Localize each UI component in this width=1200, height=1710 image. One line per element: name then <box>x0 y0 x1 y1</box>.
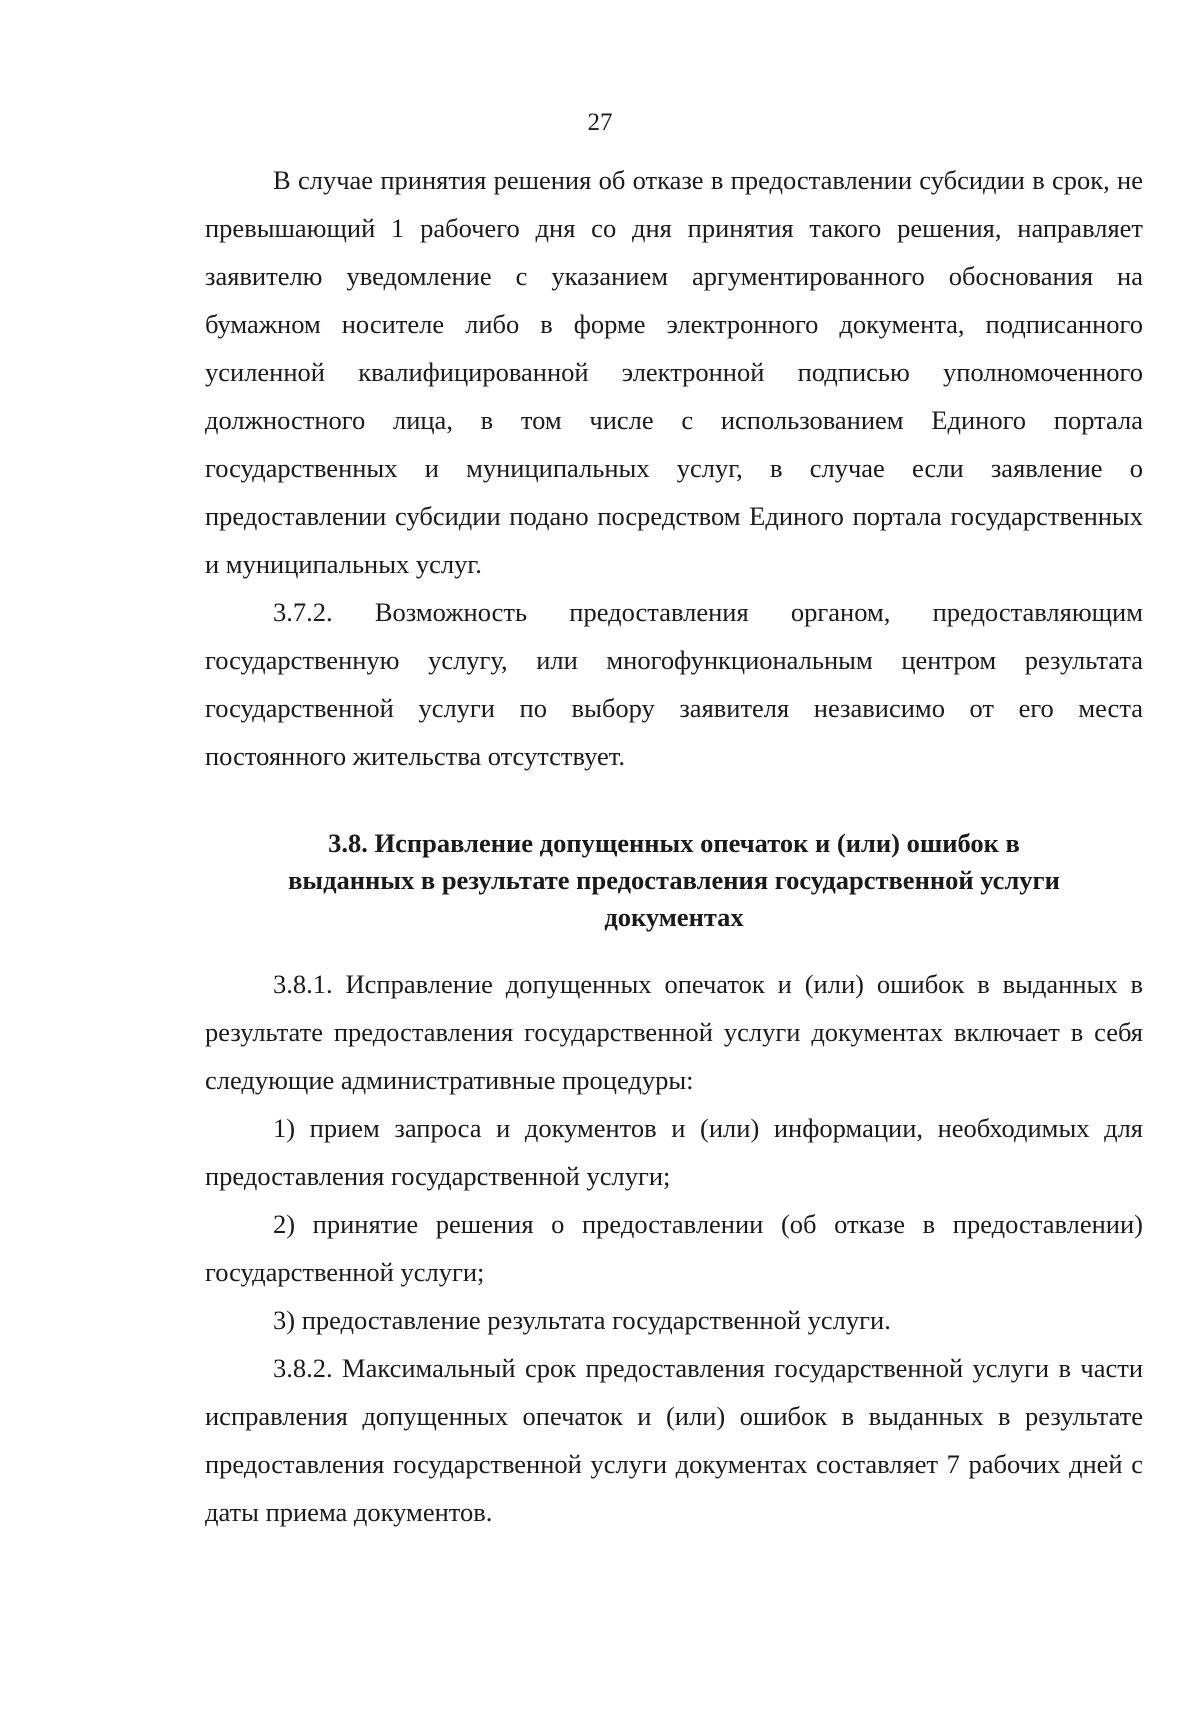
paragraph-3-8-1: 3.8.1. Исправление допущенных опечаток и (или) ошибок в выданных в результате предоставления государственной услуги документах включает в себя следующие административные процедуры: <box>205 969 1143 1095</box>
paragraph-3-8-2: 3.8.2. Максимальный срок предоставления государственной услуги в части исправления допущенных опечаток и (или) ошибок в выданных в результате предоставления государственной услуги документах составляет 7 рабочих дней с даты приема документов. <box>205 1353 1143 1527</box>
page-number: 27 <box>587 109 613 136</box>
paragraph-refusal-notice: В случае принятия решения об отказе в предоставлении субсидии в срок, не превышающий 1 рабочего дня со дня принятия такого решения, направляет заявителю уведомление с указанием аргументированного обоснования на бумажном носителе либо в форме электронного документа, подписанного усиленной квалифицированной электронной подписью уполномоченного должностного лица, в том числе с использованием Единого портала государственных и муниципальных услуг, в случае если заявление о предоставлении субсидии подано посредством Единого портала государственных и муниципальных услуг. <box>205 165 1143 579</box>
heading-line: документах <box>604 902 744 932</box>
heading-line: 3.8. Исправление допущенных опечаток и (или) ошибок в <box>328 828 1020 858</box>
list-item-1: 1) прием запроса и документов и (или) информации, необходимых для предоставления государственной услуги; <box>205 1113 1143 1191</box>
text-block-top <box>205 156 1143 780</box>
section-heading-3-8 <box>205 825 1143 936</box>
paragraph-3-7-2: 3.7.2. Возможность предоставления органом, предоставляющим государственную услугу, или многофункциональным центром результата государственной услуги по выбору заявителя независимо от его места постоянного жительства отсутствует. <box>205 597 1143 771</box>
list-item-2: 2) принятие решения о предоставлении (об отказе в предоставлении) государственной услуги; <box>205 1209 1143 1287</box>
text-block-bottom <box>205 960 1143 1536</box>
list-item-3: 3) предоставление результата государственной услуги. <box>273 1305 891 1335</box>
heading-line: выданных в результате предоставления государственной услуги <box>288 865 1060 895</box>
